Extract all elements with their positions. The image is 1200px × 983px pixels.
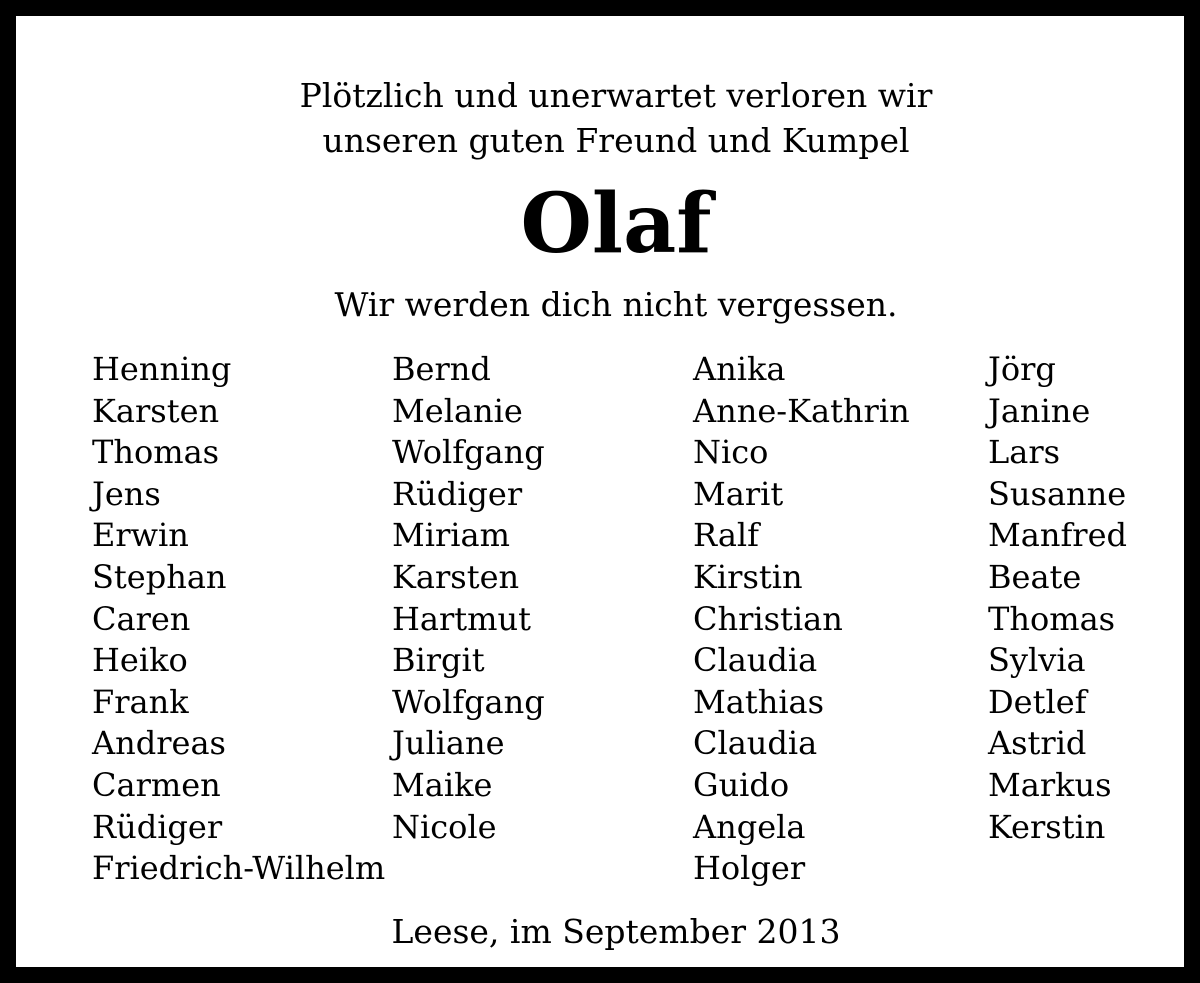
signatory-name: Anne-Kathrin xyxy=(693,391,910,430)
intro-line-2: unseren guten Freund und Kumpel xyxy=(322,121,910,160)
place-and-date: Leese, im September 2013 xyxy=(391,912,841,951)
farewell-line: Wir werden dich nicht vergessen. xyxy=(334,285,898,324)
signatory-name: Holger xyxy=(693,849,806,888)
signatory-name: Carmen xyxy=(92,765,221,804)
signatory-column-3 xyxy=(693,349,910,890)
signatory-name: Susanne xyxy=(988,474,1127,513)
deceased-name: Olaf xyxy=(520,176,712,272)
signatory-name: Heiko xyxy=(92,641,188,680)
signatory-name: Guido xyxy=(693,765,790,804)
signatory-name: Janine xyxy=(988,391,1091,430)
signatory-name: Birgit xyxy=(392,641,485,680)
signatory-name: Manfred xyxy=(988,516,1128,555)
signatory-name: Erwin xyxy=(92,516,189,555)
intro-line-1: Plötzlich und unerwartet verloren wir xyxy=(299,76,933,115)
signatory-name: Nicole xyxy=(392,807,497,846)
signatory-name: Henning xyxy=(92,350,232,388)
signatory-name: Juliane xyxy=(392,724,505,763)
signatory-name: Claudia xyxy=(693,724,818,763)
signatory-name: Angela xyxy=(693,807,806,846)
signatory-name: Miriam xyxy=(392,516,510,555)
signatory-name: Marit xyxy=(693,474,784,513)
signatory-name: Wolfgang xyxy=(392,682,545,721)
signatory-name: Lars xyxy=(988,433,1061,472)
signatory-column-4 xyxy=(988,349,1127,848)
signatory-name: Maike xyxy=(392,765,493,804)
signatory-name: Thomas xyxy=(92,433,220,472)
signatory-name: Anika xyxy=(693,350,786,388)
signatory-name: Bernd xyxy=(392,350,491,388)
signatory-name: Sylvia xyxy=(988,641,1086,680)
signatory-name: Kerstin xyxy=(988,807,1106,846)
signatory-name: Detlef xyxy=(988,682,1087,721)
signatory-name: Rüdiger xyxy=(92,807,223,846)
signatory-name: Friedrich-Wilhelm xyxy=(92,849,386,888)
signatory-name: Hartmut xyxy=(392,599,531,638)
signatory-name: Frank xyxy=(92,682,189,721)
signatory-name: Stephan xyxy=(92,557,227,596)
signatory-column-1 xyxy=(92,349,385,890)
signatory-name: Jörg xyxy=(988,350,1056,388)
signatory-name: Ralf xyxy=(693,516,759,555)
signatory-name: Claudia xyxy=(693,641,818,680)
signatory-name: Karsten xyxy=(92,391,220,430)
signatory-name: Andreas xyxy=(92,724,226,763)
signatory-column-2 xyxy=(392,349,545,848)
signatory-name: Mathias xyxy=(693,682,825,721)
signatory-name: Karsten xyxy=(392,557,520,596)
signatory-name: Thomas xyxy=(988,599,1116,638)
signatory-name: Wolfgang xyxy=(392,433,545,472)
signatory-name: Markus xyxy=(988,765,1112,804)
signatory-name: Nico xyxy=(693,433,769,472)
signatory-name: Rüdiger xyxy=(392,474,523,513)
intro-text xyxy=(16,73,1200,163)
signatory-name: Caren xyxy=(92,599,191,638)
signatory-name: Melanie xyxy=(392,391,523,430)
signatory-name: Astrid xyxy=(988,724,1087,763)
signatory-name: Christian xyxy=(693,599,843,638)
signatory-name: Beate xyxy=(988,557,1082,596)
signatory-name: Jens xyxy=(92,474,161,513)
signatory-name: Kirstin xyxy=(693,557,803,596)
